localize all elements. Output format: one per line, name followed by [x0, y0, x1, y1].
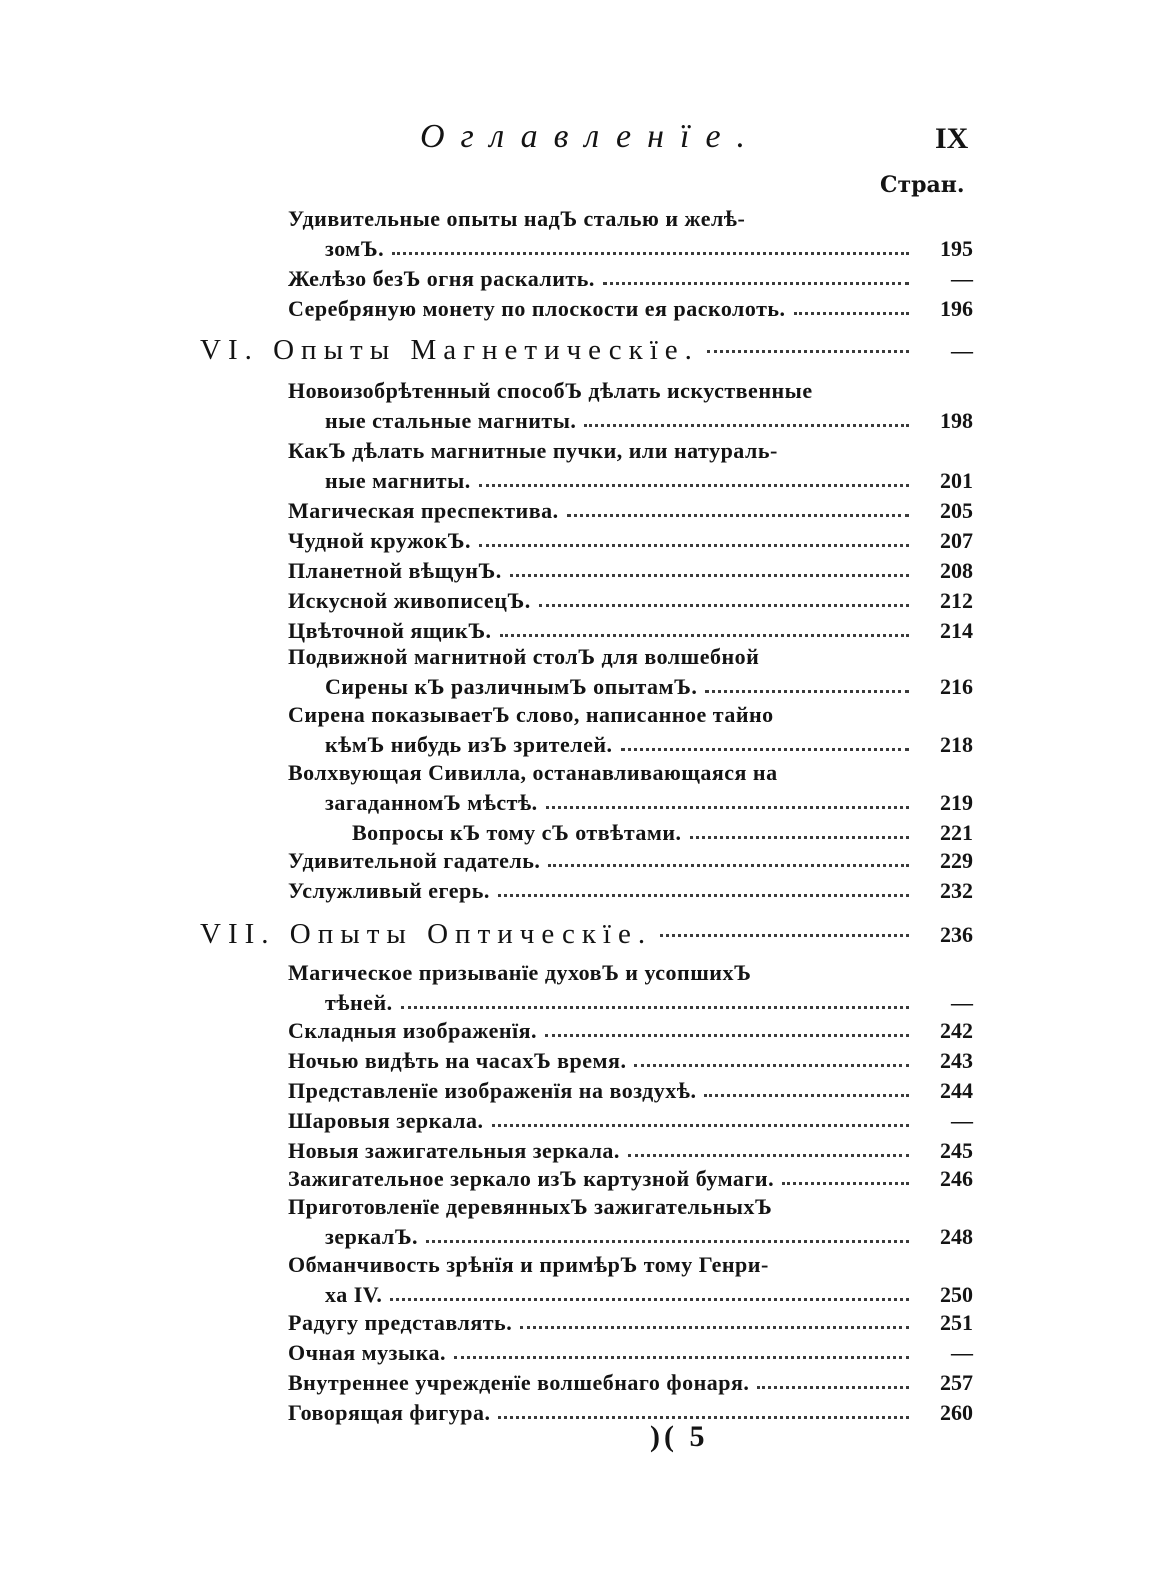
- toc-entry-title: ха IV.: [325, 1282, 383, 1307]
- toc-entry-title: VI. Опыты Магнетическїе.: [200, 334, 699, 366]
- toc-page-number: 232: [940, 878, 973, 903]
- toc-entry: [0, 1108, 1163, 1138]
- toc-page-number: 208: [940, 558, 973, 583]
- toc-page-number: 212: [940, 588, 973, 613]
- toc-entry-title: ные магниты.: [325, 468, 471, 493]
- toc-entry: [0, 878, 1163, 908]
- toc-entry: [0, 468, 1163, 498]
- toc-entry-title: Говорящая фигура.: [288, 1400, 491, 1425]
- toc-entry: [0, 790, 1163, 820]
- toc-dot-leader: [426, 1240, 909, 1245]
- toc-entry-title: Обманчивость зрѣнїя и примѣрЪ тому Генри-: [288, 1252, 769, 1277]
- toc-entry-title: Магическая преспектива.: [288, 498, 559, 523]
- toc-page-number: 244: [940, 1078, 973, 1103]
- toc-dot-leader: [548, 864, 909, 869]
- toc-entry-title: Услужливый егерь.: [288, 878, 490, 903]
- toc-entry-title: Представленїе изображенїя на воздухѣ.: [288, 1078, 697, 1103]
- toc-page-number: 207: [940, 528, 973, 553]
- toc-page-number: —: [951, 1340, 973, 1365]
- toc-entry: [0, 1138, 1163, 1168]
- toc-dot-leader: [705, 690, 909, 695]
- toc-page-number: 196: [940, 296, 973, 321]
- toc-entry: [0, 1310, 1163, 1340]
- toc-section-heading: [0, 334, 1163, 364]
- toc-page-number: 257: [940, 1370, 973, 1395]
- toc-entry: [0, 1018, 1163, 1048]
- toc-dot-leader: [757, 1386, 909, 1391]
- toc-entry: [0, 378, 1163, 408]
- toc-entry-title: тѣней.: [325, 990, 393, 1015]
- toc-page-number: 198: [940, 408, 973, 433]
- toc-entry: [0, 1048, 1163, 1078]
- toc-entry-title: Желѣзо безЪ огня раскалить.: [288, 266, 595, 291]
- toc-entry-title: Вопросы кЪ тому сЪ отвѣтами.: [352, 820, 682, 845]
- toc-page-number: 229: [940, 848, 973, 873]
- toc-entry: [0, 1282, 1163, 1312]
- toc-entry-title: Ночью видѣть на часахЪ время.: [288, 1048, 627, 1073]
- toc-entry-title: Новыя зажигательныя зеркала.: [288, 1138, 620, 1163]
- toc-page-number: 245: [940, 1138, 973, 1163]
- toc-entry-title: Сирены кЪ различнымЪ опытамЪ.: [325, 674, 698, 699]
- toc-dot-leader: [567, 514, 909, 519]
- toc-page-number: 221: [940, 820, 973, 845]
- toc-entry-title: Подвижной магнитной столЪ для волшебной: [288, 644, 760, 669]
- toc-entry-title: зомЪ.: [325, 236, 385, 261]
- toc-page-number: 201: [940, 468, 973, 493]
- toc-entry: [0, 1224, 1163, 1254]
- toc-entry-title: Планетной вѣщунЪ.: [288, 558, 502, 583]
- toc-entry: [0, 1078, 1163, 1108]
- toc-dot-leader: [584, 424, 909, 429]
- toc-dot-leader: [660, 934, 909, 939]
- toc-entry-title: Внутреннее учрежденїе волшебнаго фонаря.: [288, 1370, 750, 1395]
- toc-dot-leader: [520, 1326, 909, 1331]
- toc-entry: [0, 498, 1163, 528]
- toc-dot-leader: [545, 1034, 909, 1039]
- toc-entry-title: Шаровыя зеркала.: [288, 1108, 484, 1133]
- toc-page-number: 218: [940, 732, 973, 757]
- toc-entry: [0, 990, 1163, 1020]
- toc-entry-title: зеркалЪ.: [325, 1224, 419, 1249]
- toc-entry: [0, 820, 1163, 850]
- toc-page-number: —: [951, 1108, 973, 1133]
- toc-page-number: 242: [940, 1018, 973, 1043]
- toc-page-number: 248: [940, 1224, 973, 1249]
- toc-dot-leader: [498, 894, 909, 899]
- toc-dot-leader: [628, 1154, 909, 1159]
- toc-entry: [0, 1194, 1163, 1224]
- toc-entry-title: Цвѣточной ящикЪ.: [288, 618, 492, 643]
- toc-entry: [0, 1252, 1163, 1282]
- toc-dot-leader: [621, 748, 909, 753]
- toc-entry: [0, 236, 1163, 266]
- toc-dot-leader: [492, 1124, 909, 1129]
- toc-entry-title: Сирена показываетЪ слово, написанное тайно: [288, 702, 774, 727]
- toc-entry-title: Новоизобрѣтенный способЪ дѣлать искуственные: [288, 378, 813, 403]
- toc-entry: [0, 296, 1163, 326]
- toc-entry-title: Чудной кружокЪ.: [288, 528, 471, 553]
- toc-dot-leader: [479, 484, 909, 489]
- toc-entry-title: загаданномЪ мѣстѣ.: [325, 790, 538, 815]
- toc-entry-title: Серебряную монету по плоскости ея расколоть.: [288, 296, 786, 321]
- toc-entry: [0, 960, 1163, 990]
- toc-page-number: 214: [940, 618, 973, 643]
- toc-dot-leader: [634, 1064, 909, 1069]
- toc-dot-leader: [401, 1006, 909, 1011]
- toc-page-number: —: [951, 990, 973, 1015]
- toc-entry: [0, 408, 1163, 438]
- toc-entry-title: Приготовленїе деревянныхЪ зажигательныхЪ: [288, 1194, 773, 1219]
- toc-page-number: —: [951, 266, 973, 291]
- toc-entry-title: Удивительные опыты надЪ сталью и желѣ-: [288, 206, 746, 231]
- toc-entry-title: Зажигательное зеркало изЪ картузной бумаги.: [288, 1166, 775, 1191]
- toc-entry: [0, 588, 1163, 618]
- toc-dot-leader: [479, 544, 909, 549]
- toc-dot-leader: [690, 836, 909, 841]
- toc-dot-leader: [454, 1356, 909, 1361]
- toc-entry: [0, 558, 1163, 588]
- toc-entry-title: Магическое призыванїе духовЪ и усопшихЪ: [288, 960, 752, 985]
- page-column-label: Стран.: [880, 172, 965, 198]
- toc-entry: [0, 702, 1163, 732]
- toc-entry: [0, 732, 1163, 762]
- toc-page-number: 205: [940, 498, 973, 523]
- toc-entry-title: ные стальные магниты.: [325, 408, 577, 433]
- toc-entry-title: кѣмЪ нибудь изЪ зрителей.: [325, 732, 613, 757]
- toc-dot-leader: [392, 252, 909, 257]
- toc-page-number: 251: [940, 1310, 973, 1335]
- toc-dot-leader: [500, 634, 909, 639]
- toc-page-number: 246: [940, 1166, 973, 1191]
- toc-entry-title: VII. Опыты Оптическїе.: [200, 918, 653, 950]
- toc-page-number: 195: [940, 236, 973, 261]
- toc-entry: [0, 1166, 1163, 1196]
- toc-page-number: 236: [940, 922, 973, 947]
- toc-dot-leader: [794, 312, 909, 317]
- running-title: Оглавленїе.: [420, 118, 762, 155]
- toc-page-number: —: [951, 338, 973, 363]
- toc-entry-title: Удивительной гадатель.: [288, 848, 541, 873]
- toc-section-heading: [0, 918, 1163, 948]
- toc-entry: [0, 760, 1163, 790]
- toc-entry: [0, 266, 1163, 296]
- toc-entry-title: Волхвующая Сивилла, останавливающаяся на: [288, 760, 778, 785]
- toc-entry-title: Искусной живописецЪ.: [288, 588, 531, 613]
- toc-entry: [0, 1400, 1163, 1430]
- toc-entry: [0, 206, 1163, 236]
- toc-dot-leader: [707, 350, 909, 355]
- toc-page-number: 260: [940, 1400, 973, 1425]
- toc-entry: [0, 1340, 1163, 1370]
- toc-entry: [0, 674, 1163, 704]
- toc-page-number: 216: [940, 674, 973, 699]
- toc-entry-title: КакЪ дѣлать магнитные пучки, или натураль-: [288, 438, 778, 463]
- toc-entry-title: Складныя изображенїя.: [288, 1018, 538, 1043]
- toc-dot-leader: [546, 806, 909, 811]
- toc-dot-leader: [390, 1298, 909, 1303]
- toc-entry-title: Радугу представлять.: [288, 1310, 513, 1335]
- toc-page-number: 243: [940, 1048, 973, 1073]
- page-folio: IX: [935, 122, 969, 155]
- toc-entry: [0, 848, 1163, 878]
- toc-dot-leader: [704, 1094, 909, 1099]
- toc-dot-leader: [603, 282, 909, 287]
- toc-entry: [0, 1370, 1163, 1400]
- toc-entry: [0, 528, 1163, 558]
- toc-dot-leader: [539, 604, 909, 609]
- toc-entry-title: Очная музыка.: [288, 1340, 446, 1365]
- toc-page-number: 219: [940, 790, 973, 815]
- signature-mark: )( 5: [650, 1420, 709, 1453]
- toc-page-number: 250: [940, 1282, 973, 1307]
- toc-entry: [0, 438, 1163, 468]
- toc-dot-leader: [510, 574, 909, 579]
- toc-entry: [0, 644, 1163, 674]
- toc-dot-leader: [782, 1182, 909, 1187]
